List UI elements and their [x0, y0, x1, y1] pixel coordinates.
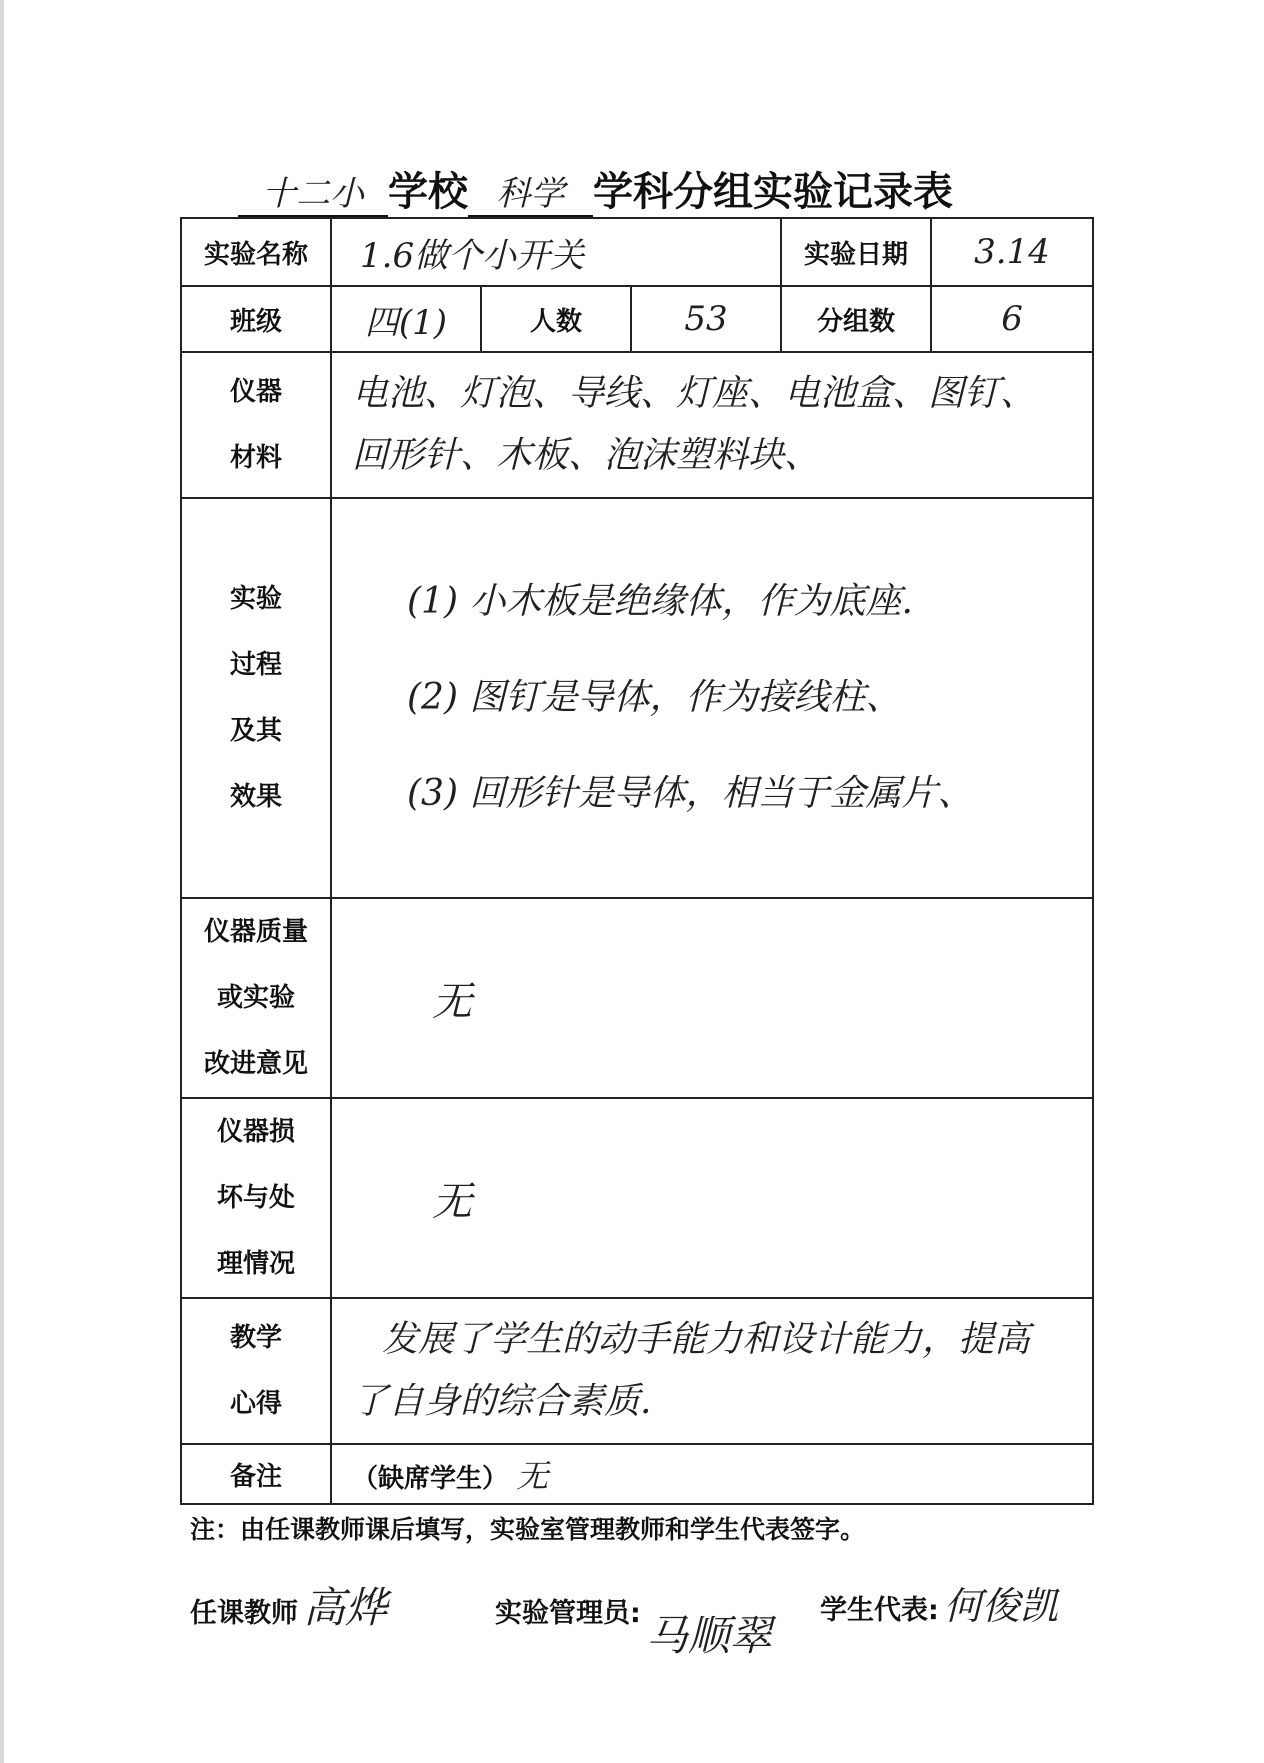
reflection-line2: 了自身的综合素质.: [352, 1381, 652, 1422]
instruments-label-line1: 仪器: [229, 377, 282, 407]
quality-label: [181, 898, 331, 1098]
damage-label-line2: 坏与处: [216, 1183, 295, 1213]
teacher-value: 高烨: [303, 1583, 388, 1632]
experiment-name-label: 实验名称: [181, 218, 331, 286]
row-damage: [181, 1098, 1093, 1298]
scan-edge: [0, 0, 4, 1763]
teacher-signature: [190, 1575, 387, 1635]
row-process: [181, 498, 1093, 898]
remarks-value: [331, 1444, 1093, 1504]
process-label-line3: 及其: [229, 716, 282, 746]
student-label: 学生代表:: [820, 1595, 939, 1626]
manager-signature: [495, 1575, 772, 1660]
instruments-line1: 电池、灯泡、导线、灯座、电池盒、图钉、: [352, 373, 1037, 414]
headcount-label: 人数: [481, 286, 631, 352]
quality-label-line2: 或实验: [216, 983, 295, 1013]
instruments-line2: 回形针、木板、泡沫塑料块、: [352, 435, 821, 476]
group-count-value: 6: [931, 286, 1093, 352]
row-reflection: [181, 1298, 1093, 1444]
signature-area: [190, 1565, 1090, 1685]
quality-value: 无: [331, 898, 1093, 1098]
damage-label: [181, 1098, 331, 1298]
row-class: [181, 286, 1093, 352]
remarks-handwritten: 无: [516, 1457, 549, 1495]
step-item: (1) 小木板是绝缘体，作为底座.: [407, 581, 913, 622]
process-label-line4: 效果: [229, 782, 282, 812]
school-label: 学校: [388, 169, 468, 215]
step-item: (3) 回形针是导体，相当于金属片、: [407, 773, 974, 814]
experiment-date-label: 实验日期: [781, 218, 931, 286]
student-value: 何俊凯: [943, 1584, 1058, 1628]
footer-note: 注：由任课教师课后填写，实验室管理教师和学生代表签字。: [190, 1515, 866, 1544]
manager-label: 实验管理员:: [495, 1598, 641, 1629]
reflection-line1: 发展了学生的动手能力和设计能力，提高: [382, 1319, 1031, 1360]
damage-label-line3: 理情况: [216, 1249, 295, 1279]
subject-label: 学科分组实验记录表: [593, 169, 953, 215]
form-title: [238, 160, 953, 220]
quality-label-line1: 仪器质量: [203, 917, 308, 947]
group-count-label: 分组数: [781, 286, 931, 352]
reflection-label: [181, 1298, 331, 1444]
row-remarks: [181, 1444, 1093, 1504]
process-value: [331, 498, 1093, 898]
reflection-label-line2: 心得: [229, 1389, 282, 1419]
reflection-label-line1: 教学: [229, 1323, 282, 1353]
student-signature: [820, 1575, 1058, 1630]
process-label-line2: 过程: [229, 650, 282, 680]
school-blank: 十二小: [238, 166, 388, 218]
row-name-date: [181, 218, 1093, 286]
teacher-label: 任课教师: [190, 1598, 298, 1629]
damage-label-line1: 仪器损: [216, 1117, 295, 1147]
class-label: 班级: [181, 286, 331, 352]
manager-value: 马顺翠: [645, 1611, 772, 1660]
experiment-date-value: 3.14: [931, 218, 1093, 286]
row-instruments: [181, 352, 1093, 498]
experiment-name-value: 1.6做个小开关: [331, 218, 781, 286]
damage-value: 无: [331, 1098, 1093, 1298]
instruments-label-line2: 材料: [229, 443, 282, 473]
remarks-prefix: （缺席学生）: [352, 1464, 509, 1494]
remarks-label: 备注: [181, 1444, 331, 1504]
instruments-value: [331, 352, 1093, 498]
reflection-value: [331, 1298, 1093, 1444]
quality-label-line3: 改进意见: [203, 1049, 308, 1079]
class-value: 四(1): [331, 286, 481, 352]
instruments-label: [181, 352, 331, 498]
step-item: (2) 图钉是导体，作为接线柱、: [407, 677, 902, 718]
process-label-line1: 实验: [229, 584, 282, 614]
row-quality: [181, 898, 1093, 1098]
record-table: [180, 217, 1094, 1505]
headcount-value: 53: [631, 286, 781, 352]
process-label: [181, 498, 331, 898]
subject-blank: 科学: [468, 166, 593, 218]
